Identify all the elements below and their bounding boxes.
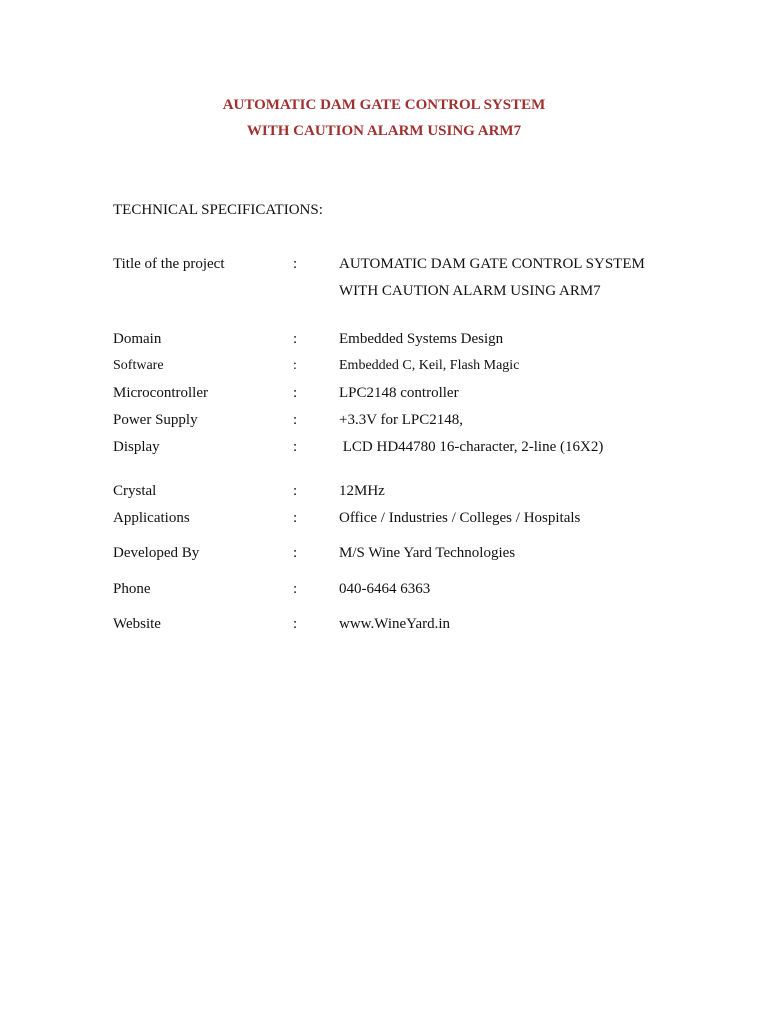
spec-label: Crystal [113, 483, 157, 499]
spec-separator: : [293, 510, 298, 526]
title-line-2: WITH CAUTION ALARM USING ARM7 [246, 123, 522, 139]
spec-value: LCD HD44780 16-character, 2-line (16X2) [339, 439, 604, 455]
spec-separator: : [293, 385, 298, 401]
spec-value: 12MHz [339, 483, 385, 499]
spec-label: Power Supply [113, 412, 198, 428]
spec-separator: : [293, 331, 298, 347]
spec-value: Embedded C, Keil, Flash Magic [339, 358, 520, 373]
spec-value: Office / Industries / Colleges / Hospitals [339, 510, 581, 526]
spec-label: Microcontroller [113, 385, 208, 401]
spec-separator: : [293, 483, 298, 499]
spec-label: Title of the project [113, 256, 225, 272]
spec-separator: : [293, 358, 297, 373]
spec-value-line-1: AUTOMATIC DAM GATE CONTROL SYSTEM [339, 256, 645, 272]
document-title [0, 92, 768, 144]
spec-separator: : [293, 616, 298, 632]
spec-label: Developed By [113, 545, 200, 561]
spec-value: 040-6464 6363 [339, 581, 431, 597]
spec-value: +3.3V for LPC2148, [339, 412, 464, 428]
spec-separator: : [293, 545, 298, 561]
spec-separator: : [293, 412, 298, 428]
spec-value: Embedded Systems Design [339, 331, 504, 347]
spec-label: Website [113, 616, 161, 632]
spec-separator: : [293, 256, 298, 272]
spec-value: LPC2148 controller [339, 385, 459, 401]
spec-value-line-2: WITH CAUTION ALARM USING ARM7 [339, 283, 601, 299]
spec-value: www.WineYard.in [339, 616, 451, 632]
title-line-1: AUTOMATIC DAM GATE CONTROL SYSTEM [222, 97, 546, 113]
spec-label: Software [113, 358, 164, 373]
spec-value [339, 254, 645, 301]
section-heading: TECHNICAL SPECIFICATIONS: [113, 202, 323, 218]
spec-label: Display [113, 439, 160, 455]
spec-separator: : [293, 581, 298, 597]
spec-label: Phone [113, 581, 151, 597]
spec-value: M/S Wine Yard Technologies [339, 545, 516, 561]
spec-label: Applications [113, 510, 190, 526]
spec-label: Domain [113, 331, 162, 347]
spec-separator: : [293, 439, 298, 455]
